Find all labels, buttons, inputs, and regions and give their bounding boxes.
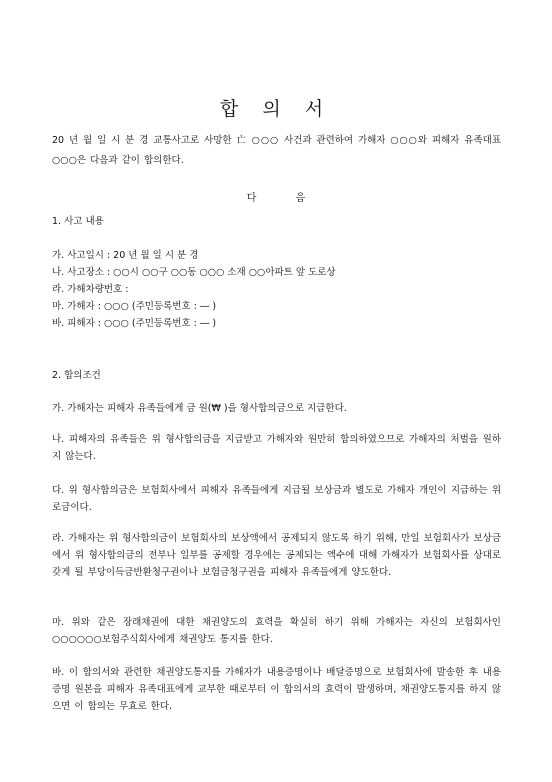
accident-detail-item: 마. 가해자 : ○○○ (주민등록번호 : ― ) xyxy=(52,301,217,312)
document-title: 합 의 서 xyxy=(219,98,333,120)
term-item: 가. 가해자는 피해자 유족들에게 금 원(₩ )을 형사합의금으로 지급한다. xyxy=(52,403,347,414)
accident-detail-item: 라. 가해차량번호 : xyxy=(52,284,129,295)
term-item: 바. 이 합의서와 관련한 채권양도통지를 가해자가 내용증명이나 배달증명으로 보험회사에 발송한 후 내용증명 원본을 피해자 유족대표에게 교부한 때로부터 이 합의서의 효력이 발생하며, 채권양도통지를 하지 않으면 이 합의는 무효로 한다. xyxy=(52,667,501,712)
subtitle-right: 음 xyxy=(295,193,306,204)
term-item: 다. 위 형사합의금은 보험회사에서 피해자 유족들에게 지급될 보상금과 별도로 가해자 개인이 지급하는 위로금이다. xyxy=(52,485,501,513)
term-item: 나. 피해자의 유족들은 위 형사합의금을 지급받고 가해자와 원만히 합의하였으므로 가해자의 처벌을 원하지 않는다. xyxy=(52,434,501,462)
term-item: 라. 가해자는 위 형사합의금이 보험회사의 보상액에서 공제되지 않도록 하기 위해, 만일 보험회사가 보상금에서 위 형사합의금의 전부나 일부를 공제할 경우에는 공제되는 액수에 대해 가해자가 보험회사를 상대로 갖게 될 부당이득금반환청구권이나 보험금청구권을 피해자 유족들에게 양도한다. xyxy=(52,533,501,578)
section1-heading: 1. 사고 내용 xyxy=(52,216,104,227)
accident-detail-item: 가. 사고일시 : 20 년 월 일 시 분 경 xyxy=(52,250,199,261)
accident-detail-item: 나. 사고장소 : ○○시 ○○구 ○○동 ○○○ 소재 ○○아파트 앞 도로상 xyxy=(52,267,336,278)
intro-paragraph: 20 년 월 일 시 분 경 교통사고로 사망한 亡 ○○○ 사건과 관련하여 가해자 ○○○와 피해자 유족대표 ○○○은 다음과 같이 합의한다. xyxy=(52,135,501,166)
accident-detail-item: 바. 피해자 : ○○○ (주민등록번호 : ― ) xyxy=(52,318,217,329)
subtitle-left: 다 xyxy=(246,193,257,204)
term-item: 마. 위와 같은 장래채권에 대한 채권양도의 효력을 확실히 하기 위해 가해자는 자신의 보험회사인 ○○○○○○보험주식회사에게 채권양도 통지를 한다. xyxy=(52,617,501,645)
subtitle xyxy=(0,189,552,204)
section2-heading: 2. 합의조건 xyxy=(52,370,101,381)
